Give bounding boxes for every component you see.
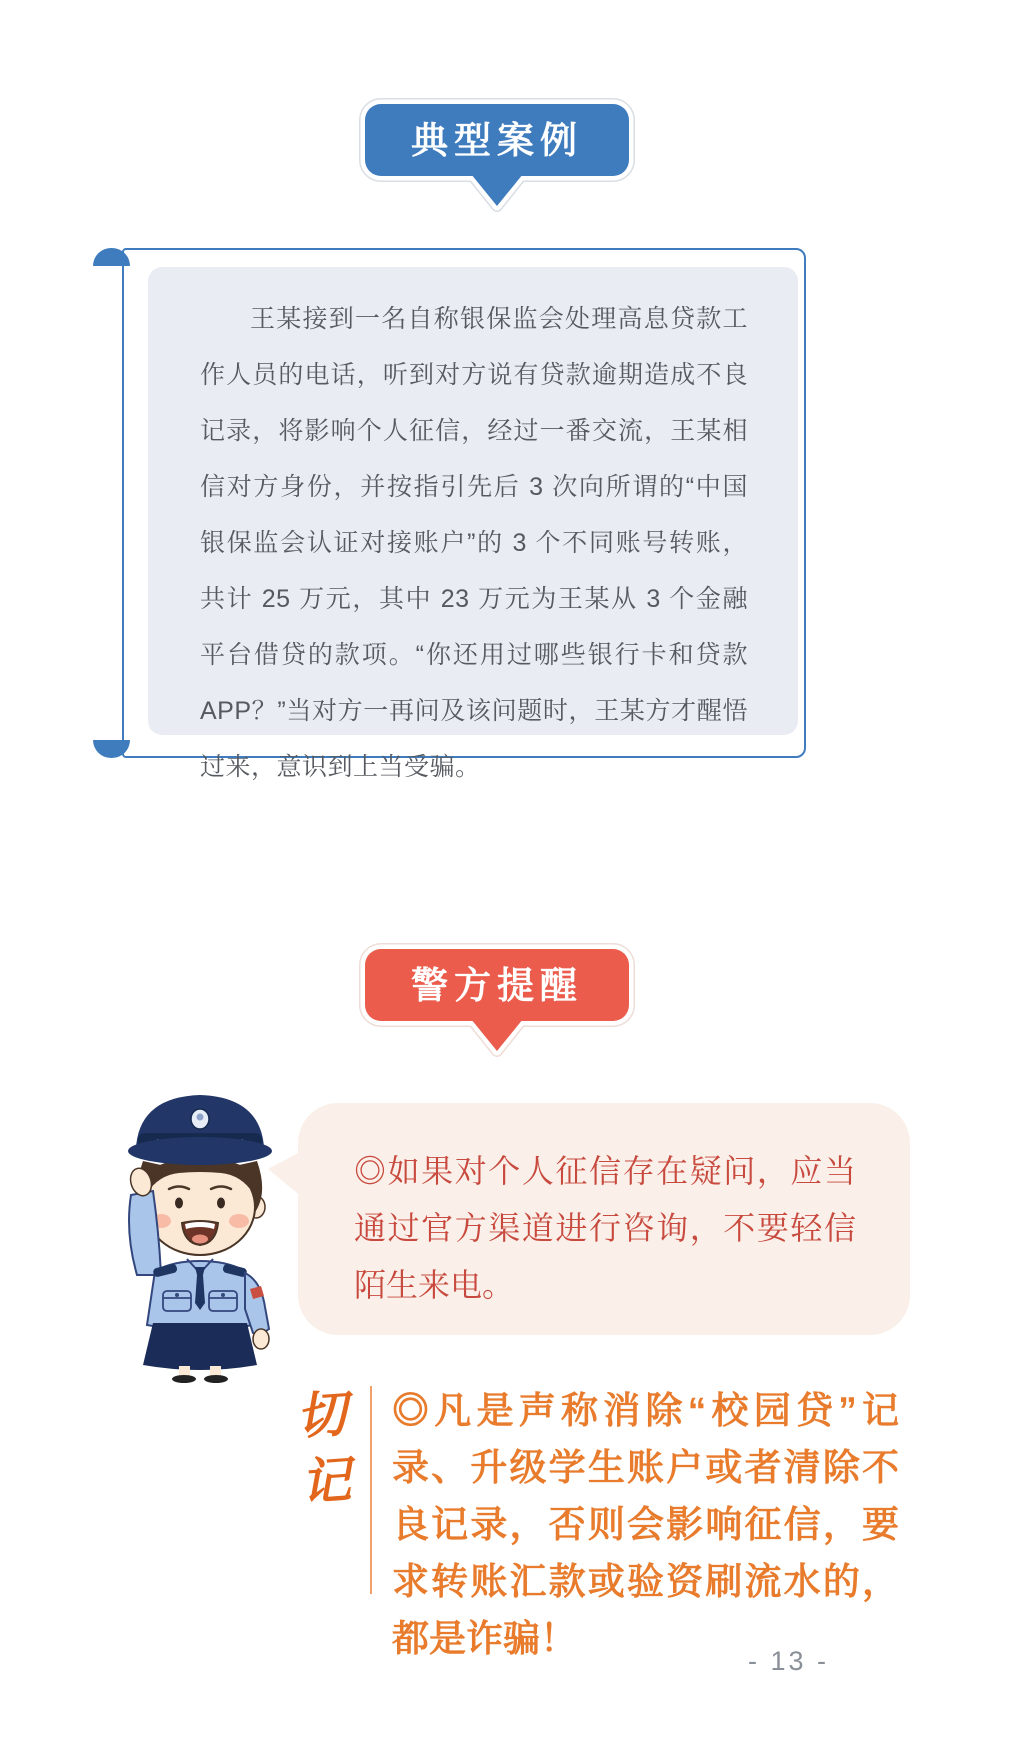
police-officer-cartoon-icon (103, 1083, 293, 1383)
police-section-banner (357, 941, 637, 1063)
case-text-panel (148, 267, 798, 781)
remember-divider-line (370, 1386, 372, 1594)
banner-speech-shape-red (357, 941, 637, 1063)
remember-calligraphy-label: 切记 (286, 1386, 355, 1523)
banner-speech-shape-blue (357, 96, 637, 218)
case-section-banner (357, 96, 637, 218)
case-body-text: 王某接到一名自称银保监会处理高息贷款工作人员的电话，听到对方说有贷款逾期造成不良记录，将影响个人征信，经过一番交流，王某相信对方身份，并按指引先后 3 次向所谓的“中国银保监会认证对接账户”的 3 个不同账号转账，共计 25 万元，其中 23 万元为王某从 3 个金融平台借贷的款项。“你还用过哪些银行卡和贷款 APP？”当对方一再问及该问题时，王某方才醒悟过来，意识到上当受骗。 (200, 305, 748, 781)
police-reminder-text: ◎如果对个人征信存在疑问，应当通过官方渠道进行咨询，不要轻信陌生来电。 (354, 1153, 856, 1303)
remember-block (286, 1382, 899, 1667)
scroll-curl-bottom-icon (93, 740, 130, 758)
case-banner-label: 典型案例 (411, 120, 583, 161)
remember-warning-text: ◎凡是声称消除“校园贷”记录、升级学生账户或者清除不良记录，否则会影响征信，要求转账汇款或验资刷流水的，都是诈骗！ (392, 1390, 899, 1659)
police-reminder-bubble (298, 1103, 910, 1335)
police-officer-illustration (103, 1083, 293, 1383)
page-number: - 13 - (748, 1646, 830, 1676)
scroll-curl-top-icon (93, 248, 130, 266)
police-banner-label: 警方提醒 (411, 965, 583, 1006)
case-scroll-frame (122, 248, 806, 781)
